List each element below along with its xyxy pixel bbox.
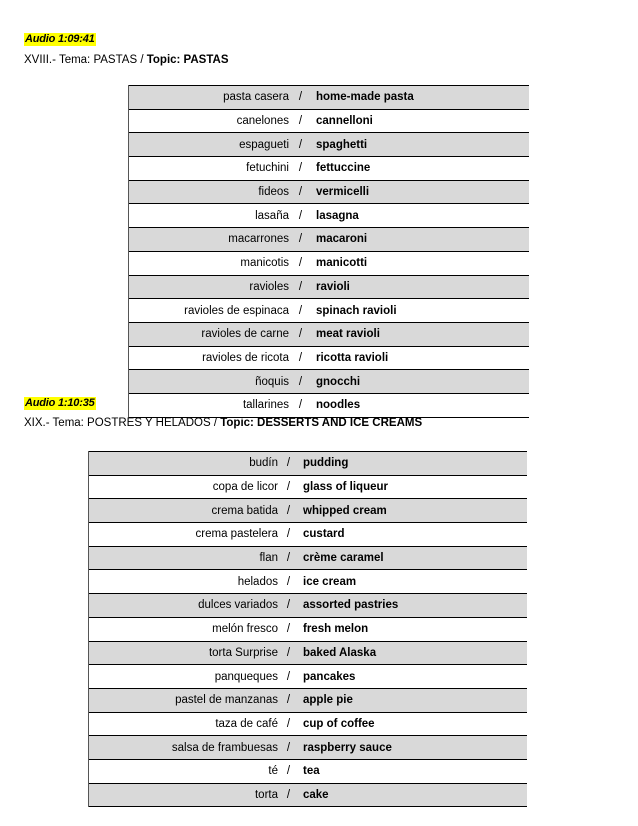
heading-prefix: XIX.- Tema: POSTRES Y HELADOS / xyxy=(24,417,221,429)
separator: / xyxy=(298,209,303,222)
spanish-term: canelones xyxy=(236,115,289,128)
spanish-term: tallarines xyxy=(242,399,289,412)
english-term: fresh melon xyxy=(303,623,369,636)
separator: / xyxy=(286,694,291,707)
spanish-term: macarrones xyxy=(228,233,289,246)
table-row xyxy=(129,227,529,251)
spanish-term: helados xyxy=(237,575,278,588)
table-row xyxy=(89,783,527,808)
table-row xyxy=(89,522,527,546)
spanish-term: té xyxy=(268,765,278,778)
english-term: cannelloni xyxy=(316,115,373,128)
table-row xyxy=(89,688,527,712)
separator: / xyxy=(286,528,291,541)
table-row xyxy=(129,369,529,393)
spanish-term: torta Surprise xyxy=(208,646,278,659)
spanish-term: ravioles de ricota xyxy=(202,351,289,364)
separator: / xyxy=(286,599,291,612)
separator: / xyxy=(286,457,291,470)
table-row xyxy=(89,712,527,736)
spanish-term: panqueques xyxy=(214,670,278,683)
spanish-term: melón fresco xyxy=(212,623,278,636)
separator: / xyxy=(286,504,291,517)
table-row xyxy=(129,109,529,133)
table-row xyxy=(129,85,529,109)
separator: / xyxy=(298,138,303,151)
section-heading-desserts xyxy=(24,416,422,430)
separator: / xyxy=(298,115,303,128)
english-term: pancakes xyxy=(303,670,356,683)
spanish-term: lasaña xyxy=(255,209,289,222)
english-term: noodles xyxy=(316,399,361,412)
table-row xyxy=(89,498,527,522)
separator: / xyxy=(286,741,291,754)
spanish-term: pasta casera xyxy=(223,91,289,104)
separator: / xyxy=(286,481,291,494)
english-term: pudding xyxy=(303,457,349,470)
english-term: spaghetti xyxy=(316,138,368,151)
english-term: glass of liqueur xyxy=(303,481,388,494)
separator: / xyxy=(286,788,291,801)
desserts-vocabulary-table xyxy=(88,451,527,807)
table-row xyxy=(129,322,529,346)
english-term: macaroni xyxy=(316,233,368,246)
spanish-term: fetuchini xyxy=(246,162,289,175)
spanish-term: flan xyxy=(259,552,278,565)
separator: / xyxy=(286,717,291,730)
english-term: apple pie xyxy=(303,694,353,707)
table-row xyxy=(129,298,529,322)
spanish-term: pastel de manzanas xyxy=(175,694,278,707)
spanish-term: ravioles xyxy=(249,280,289,293)
table-row xyxy=(89,475,527,499)
separator: / xyxy=(298,233,303,246)
separator: / xyxy=(286,623,291,636)
table-row xyxy=(129,346,529,370)
separator: / xyxy=(286,670,291,683)
separator: / xyxy=(286,575,291,588)
table-row xyxy=(89,641,527,665)
english-term: vermicelli xyxy=(316,186,370,199)
spanish-term: dulces variados xyxy=(198,599,278,612)
heading-topic: Topic: PASTAS xyxy=(146,54,229,66)
table-row xyxy=(89,593,527,617)
spanish-term: ravioles de carne xyxy=(201,328,289,341)
spanish-term: ravioles de espinaca xyxy=(184,304,289,317)
english-term: gnocchi xyxy=(316,375,361,388)
english-term: spinach ravioli xyxy=(316,304,397,317)
english-term: meat ravioli xyxy=(316,328,380,341)
english-term: tea xyxy=(303,765,320,778)
spanish-term: manicotis xyxy=(240,257,289,270)
pastas-vocabulary-table xyxy=(128,85,529,418)
english-term: baked Alaska xyxy=(303,646,377,659)
table-row xyxy=(129,203,529,227)
english-term: fettuccine xyxy=(316,162,371,175)
english-term: raspberry sauce xyxy=(303,741,392,754)
separator: / xyxy=(298,162,303,175)
english-term: cake xyxy=(303,788,329,801)
spanish-term: crema batida xyxy=(211,504,278,517)
separator: / xyxy=(298,351,303,364)
spanish-term: torta xyxy=(254,788,278,801)
heading-topic: Topic: DESSERTS AND ICE CREAMS xyxy=(220,417,423,429)
audio-timestamp-pastas: Audio 1:09:41 xyxy=(25,33,95,45)
english-term: crème caramel xyxy=(303,552,384,565)
separator: / xyxy=(298,280,303,293)
english-term: lasagna xyxy=(316,209,359,222)
spanish-term: fideos xyxy=(258,186,289,199)
section-heading-pastas xyxy=(24,53,229,67)
english-term: ravioli xyxy=(316,280,350,293)
table-row xyxy=(129,251,529,275)
english-term: custard xyxy=(303,528,345,541)
table-row xyxy=(129,132,529,156)
separator: / xyxy=(298,91,303,104)
spanish-term: copa de licor xyxy=(212,481,278,494)
english-term: home-made pasta xyxy=(316,91,414,104)
table-row xyxy=(129,156,529,180)
table-row xyxy=(89,617,527,641)
spanish-term: taza de café xyxy=(215,717,278,730)
separator: / xyxy=(298,399,303,412)
table-row xyxy=(89,735,527,759)
separator: / xyxy=(298,257,303,270)
table-row xyxy=(129,275,529,299)
english-term: ricotta ravioli xyxy=(316,351,389,364)
english-term: cup of coffee xyxy=(303,717,375,730)
spanish-term: budín xyxy=(249,457,278,470)
audio-timestamp-desserts: Audio 1:10:35 xyxy=(25,397,95,409)
separator: / xyxy=(286,765,291,778)
table-row xyxy=(129,180,529,204)
spanish-term: crema pastelera xyxy=(195,528,278,541)
spanish-term: ñoquis xyxy=(255,375,289,388)
table-row xyxy=(89,759,527,783)
english-term: ice cream xyxy=(303,575,357,588)
separator: / xyxy=(286,552,291,565)
table-row xyxy=(89,451,527,475)
heading-prefix: XVIII.- Tema: PASTAS / xyxy=(24,54,147,66)
english-term: assorted pastries xyxy=(303,599,399,612)
table-row xyxy=(89,546,527,570)
spanish-term: espagueti xyxy=(239,138,289,151)
separator: / xyxy=(298,186,303,199)
separator: / xyxy=(298,304,303,317)
table-row xyxy=(89,664,527,688)
table-row xyxy=(89,569,527,593)
separator: / xyxy=(298,375,303,388)
separator: / xyxy=(286,646,291,659)
english-term: manicotti xyxy=(316,257,368,270)
table-row xyxy=(129,393,529,418)
spanish-term: salsa de frambuesas xyxy=(171,741,278,754)
english-term: whipped cream xyxy=(303,504,387,517)
separator: / xyxy=(298,328,303,341)
